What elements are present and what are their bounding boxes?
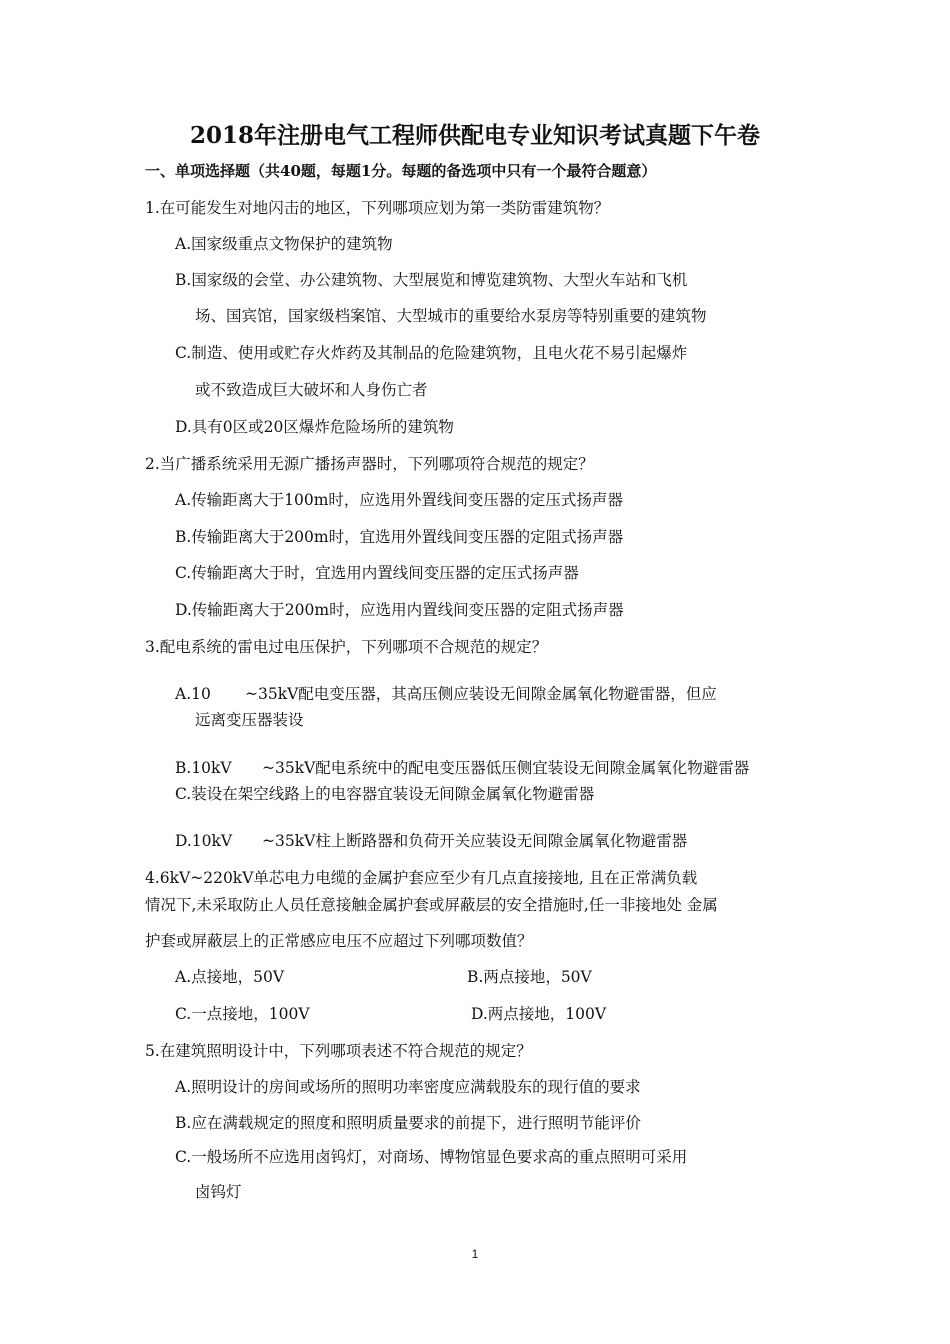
- question-4-stem-line1: 4.6kV~220kV单芯电力电缆的金属护套应至少有几点直接接地, 且在正常满负载: [145, 869, 698, 887]
- question-3-stem: 3.配电系统的雷电过电压保护，下列哪项不合规范的规定？: [145, 638, 548, 656]
- question-3-option-b: ~35kV配电系统中的配电变压器低压侧宜装设无间隙金属氧化物避雷器: [262, 759, 750, 777]
- question-1-option-a: A.国家级重点文物保护的建筑物: [175, 235, 393, 253]
- question-4-option-a: A.点接地，50V: [175, 968, 285, 986]
- question-3-option-c: C.装设在架空线路上的电容器宜装设无间隙金属氧化物避雷器: [175, 785, 595, 803]
- question-5-stem: 5.在建筑照明设计中，下列哪项表述不符合规范的规定？: [145, 1042, 532, 1060]
- question-5-option-b: B.应在满载规定的照度和照明质量要求的前提下，进行照明节能评价: [175, 1114, 641, 1132]
- question-2-option-b: B.传输距离大于200m时，宜选用外置线间变压器的定阻式扬声器: [175, 528, 624, 546]
- document-title: 2018年注册电气工程师供配电专业知识考试真题下午卷: [189, 122, 760, 149]
- question-1-option-c: C.制造、使用或贮存火炸药及其制品的危险建筑物，且电火花不易引起爆炸: [175, 344, 688, 362]
- question-4-stem-line2: 情况下,未采取防止人员任意接触金属护套或屏蔽层的安全措施时,任一非接地处 金属: [145, 896, 718, 914]
- question-3-option-d: ~35kV柱上断路器和负荷开关应装设无间隙金属氧化物避雷器: [262, 832, 688, 850]
- question-3-option-b-label: B.10kV: [175, 759, 232, 777]
- page-number: 1: [471, 1247, 479, 1261]
- question-1-stem: 1.在可能发生对地闪击的地区，下列哪项应划为第一类防雷建筑物？: [145, 199, 610, 217]
- question-2-stem: 2.当广播系统采用无源广播扬声器时，下列哪项符合规范的规定？: [145, 455, 594, 473]
- question-3-option-a: ~35kV配电变压器，其高压侧应装设无间隙金属氧化物避雷器，但应: [245, 685, 717, 703]
- question-1-option-b-cont: 场、国宾馆，国家级档案馆、大型城市的重要给水泵房等特别重要的建筑物: [195, 307, 707, 325]
- question-4-option-d: D.两点接地，100V: [471, 1005, 607, 1023]
- question-5-option-c-cont: 卤钨灯: [195, 1183, 242, 1201]
- question-4-stem-line3: 护套或屏蔽层上的正常感应电压不应超过下列哪项数值？: [145, 932, 533, 950]
- question-3-option-a-label: A.10: [175, 685, 211, 703]
- question-5-option-c: C.一般场所不应选用卤钨灯，对商场、博物馆显色要求高的重点照明可采用: [175, 1148, 688, 1166]
- question-1-option-b: B.国家级的会堂、办公建筑物、大型展览和博览建筑物、大型火车站和飞机: [175, 271, 688, 289]
- question-2-option-c: C.传输距离大于时，宜选用内置线间变压器的定压式扬声器: [175, 564, 579, 582]
- question-3-option-a-cont: 远离变压器装设: [195, 711, 304, 729]
- question-5-option-a: A.照明设计的房间或场所的照明功率密度应满载股东的现行值的要求: [175, 1078, 641, 1096]
- question-3-option-d-label: D.10kV: [175, 832, 233, 850]
- question-4-option-c: C.一点接地，100V: [175, 1005, 310, 1023]
- question-1-option-d: D.具有0区或20区爆炸危险场所的建筑物: [175, 418, 454, 436]
- question-1-option-c-cont: 或不致造成巨大破坏和人身伤亡者: [195, 381, 428, 399]
- question-4-option-b: B.两点接地，50V: [467, 968, 592, 986]
- question-2-option-a: A.传输距离大于100m时，应选用外置线间变压器的定压式扬声器: [175, 491, 623, 509]
- question-2-option-d: D.传输距离大于200m时，应选用内置线间变压器的定阻式扬声器: [175, 601, 624, 619]
- section-heading: 一、单项选择题（共40题，每题1分。每题的备选项中只有一个最符合题意）: [145, 162, 657, 180]
